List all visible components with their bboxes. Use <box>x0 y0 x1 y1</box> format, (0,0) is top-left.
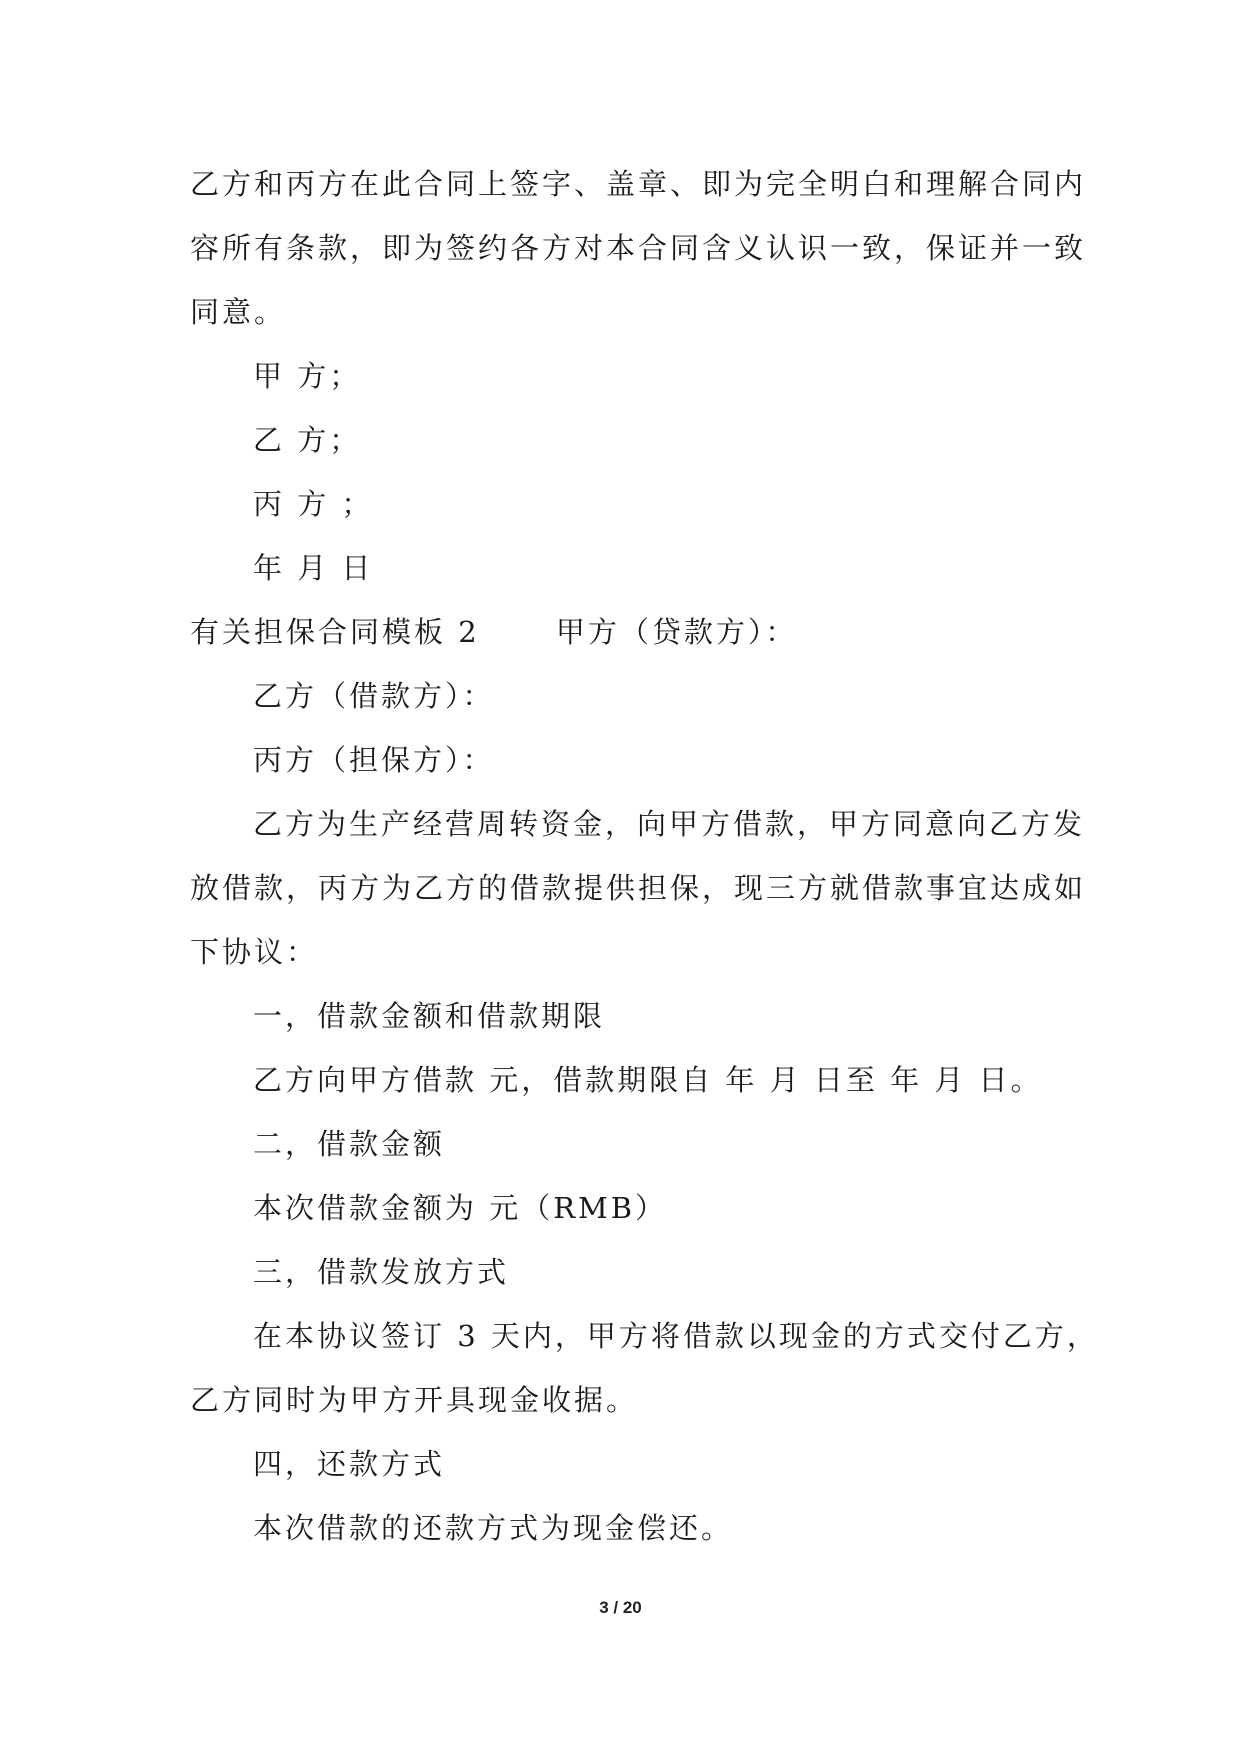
guarantor-line: 丙方（担保方）： <box>253 743 495 777</box>
borrower-line: 乙方（借款方）： <box>253 679 495 713</box>
document-body <box>190 152 1099 1560</box>
paragraph-line: 放借款，丙方为乙方的借款提供担保，现三方就借款事宜达成如 <box>190 871 1087 905</box>
paragraph-line: 乙方和丙方在此合同上签字、盖章、即为完全明白和理解合同内 <box>190 167 1087 201</box>
party-c-line: 丙 方 ； <box>253 487 374 521</box>
date-line: 年 月 日 <box>253 551 374 585</box>
paragraph-line: 乙方为生产经营周转资金，向甲方借款，甲方同意向乙方发 <box>253 807 1086 841</box>
paragraph-line: 在本协议签订 3 天内，甲方将借款以现金的方式交付乙方， <box>253 1319 1099 1353</box>
section-heading: 三，借款发放方式 <box>253 1255 510 1289</box>
section-heading: 二，借款金额 <box>253 1127 446 1161</box>
party-a-line: 甲 方； <box>253 359 362 393</box>
paragraph-line: 容所有条款，即为签约各方对本合同含义认识一致，保证并一致 <box>190 231 1087 265</box>
paragraph-line: 乙方同时为甲方开具现金收据。 <box>190 1383 639 1417</box>
section-heading: 四，还款方式 <box>253 1447 446 1481</box>
party-b-line: 乙 方； <box>253 423 362 457</box>
paragraph-line: 乙方向甲方借款 元，借款期限自 年 月 日至 年 月 日。 <box>253 1063 1043 1097</box>
section-heading: 一，借款金额和借款期限 <box>253 999 606 1033</box>
paragraph-line: 同意。 <box>190 295 287 329</box>
template-heading: 有关担保合同模板 2 甲方（贷款方）： <box>190 615 798 649</box>
page-number: 3 / 20 <box>599 1598 642 1617</box>
paragraph-line: 本次借款的还款方式为现金偿还。 <box>253 1511 734 1545</box>
paragraph-line: 下协议： <box>190 935 319 969</box>
paragraph-line: 本次借款金额为 元（RMB） <box>253 1191 668 1225</box>
